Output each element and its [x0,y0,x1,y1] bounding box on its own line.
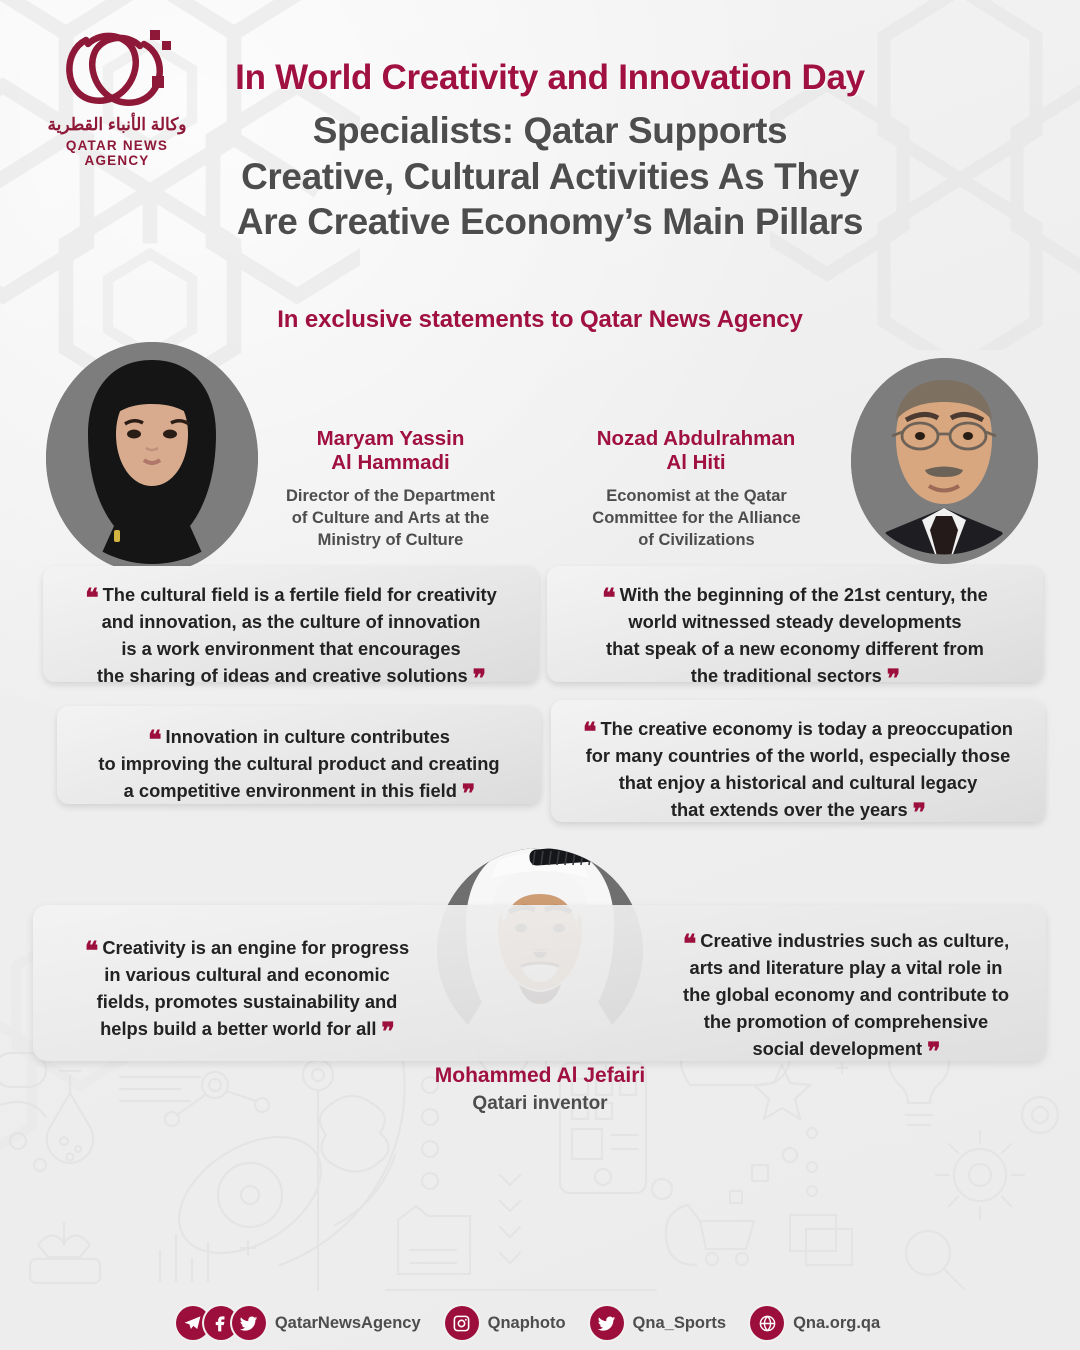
quote-line: that extends over the years [670,798,908,820]
quote-line: fields, promotes sustainability and [96,990,398,1012]
instagram-icon[interactable] [445,1306,479,1340]
quote-line: and innovation, as the culture of innovation [101,610,481,632]
open-quote-icon: ❝ [84,937,98,965]
quote-line: The cultural field is a fertile field for creativity [102,584,497,605]
headline-line: Are Creative Economy’s Main Pillars [236,201,864,243]
role-line: Director of the Department [285,487,496,505]
quote-text [48,925,446,1046]
quote-line: Creativity is an engine for progress [102,937,410,958]
name-line: Al Hiti [666,450,726,474]
quote-text [551,700,1045,827]
headline-line: Specialists: Qatar Supports [312,110,788,152]
quote-line: the traditional sectors [690,664,882,686]
quote-line: world witnessed steady developments [628,610,962,632]
role-line: Economist at the Qatar [606,487,787,505]
quote-line: in various cultural and economic [104,963,390,985]
name-line: Nozad Abdulrahman [596,427,796,450]
open-quote-icon: ❝ [85,584,98,612]
twitter-icon[interactable] [232,1306,266,1340]
quote-text [57,706,541,808]
avatar-maryam-al-hammadi [46,342,258,574]
logo-arabic-text: وكالة الأنباء القطرية [47,115,187,134]
person-name-nozad-al-hiti [555,427,837,475]
social-label[interactable]: Qna.org.qa [793,1313,881,1332]
social-group-qatarnewsagency [176,1306,445,1340]
quote-card-hiti-1 [547,566,1043,693]
close-quote-icon: ❞ [912,798,926,827]
quote-line: social development [752,1037,923,1059]
quote-line: The creative economy is today a preoccupation [600,718,1013,739]
person-role-nozad-al-hiti [558,486,835,552]
quote-line: a competitive environment in this field [123,779,457,801]
header-block [190,58,910,245]
quote-line: arts and literature play a vital role in [689,956,1003,978]
role-line: of Culture and Arts at the [291,508,490,527]
close-quote-icon: ❞ [461,779,475,808]
page-subtitle: In exclusive statements to Qatar News Agency [277,306,803,333]
close-quote-icon: ❞ [886,664,900,693]
qna-logo [47,22,187,168]
social-group-qnaphoto [445,1306,590,1340]
portrait-illustration [851,358,1038,564]
role-line: Ministry of Culture [317,530,464,549]
quote-line: Creative industries such as culture, [700,930,1010,951]
quote-line: the global economy and contribute to [682,983,1010,1005]
quote-line: to improving the cultural product and creating [98,752,500,774]
name-line: Al Hammadi [331,450,450,474]
social-footer [0,1296,1080,1350]
social-label[interactable]: QatarNewsAgency [274,1313,421,1332]
name-line: Maryam Yassin [316,427,465,450]
portrait-illustration [46,342,258,574]
social-label[interactable]: Qna_Sports [632,1313,727,1332]
person-name-maryam-al-hammadi [267,427,514,475]
quote-line: that enjoy a historical and cultural legacy [618,771,978,793]
person-role-mohammed-al-jefairi [390,1091,690,1116]
person-role-maryam-al-hammadi [253,486,528,552]
social-group-qna-sports [590,1306,751,1340]
globe-icon[interactable] [750,1306,784,1340]
close-quote-icon: ❞ [381,1017,394,1046]
open-quote-icon: ❝ [682,930,696,958]
name-line: Mohammed Al Jefairi [434,1064,646,1087]
open-quote-icon: ❝ [583,718,596,746]
quote-card-jefairi-1 [48,925,446,1050]
open-quote-icon: ❝ [148,726,161,754]
quote-text [43,566,539,693]
quote-text [640,918,1052,1066]
role-line: Committee for the Alliance [592,508,801,527]
social-group-website [750,1306,904,1340]
quote-line: With the beginning of the 21st century, the [619,584,988,605]
headline-line: Creative, Cultural Activities As They [241,155,859,197]
avatar-nozad-al-hiti [851,358,1038,564]
page-title [190,108,910,245]
social-label[interactable]: Qnaphoto [487,1313,566,1332]
quote-text [547,566,1043,693]
open-quote-icon: ❝ [602,584,615,612]
role-line: of Civilizations [638,530,755,549]
quote-line: is a work environment that encourages [121,637,461,659]
qna-atom-logo-icon [56,22,178,114]
quote-line: helps build a better world for all [100,1017,377,1039]
role-line: Qatari inventor [472,1093,608,1114]
quote-line: for many countries of the world, especially those [585,744,1011,766]
quote-card-hammadi-2 [57,706,541,808]
person-name-mohammed-al-jefairi [390,1064,690,1089]
quote-card-jefairi-2 [640,918,1052,1066]
quote-card-hiti-2 [551,700,1045,827]
twitter-icon[interactable] [590,1306,624,1340]
quote-line: the sharing of ideas and creative solutions [96,664,468,686]
quote-line: Innovation in culture contributes [165,726,450,747]
quote-line: the promotion of comprehensive [703,1010,989,1032]
logo-english-text: QATAR NEWS AGENCY [65,138,169,168]
page-kicker: In World Creativity and Innovation Day [235,58,865,97]
close-quote-icon: ❞ [927,1037,940,1066]
quote-line: that speak of a new economy different from [606,637,984,659]
quote-card-hammadi-1 [43,566,539,693]
close-quote-icon: ❞ [472,664,486,693]
